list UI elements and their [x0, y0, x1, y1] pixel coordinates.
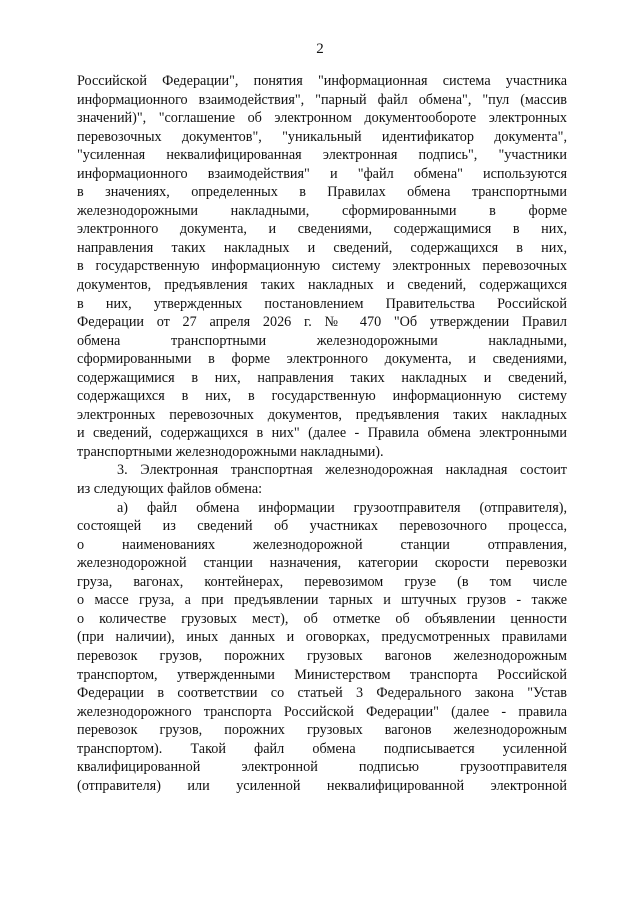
text-line: о наименованиях железнодорожной станции отправления, — [77, 536, 567, 553]
text-line: состоящей из сведений об участниках перевозочного процесса, — [77, 518, 567, 535]
paragraph-item-3 — [77, 461, 567, 498]
text-line: в значениях, определенных в Правилах обмена транспортными — [77, 184, 567, 201]
document-body — [77, 72, 567, 795]
text-line: обмена транспортными железнодорожными накладными, — [77, 332, 567, 349]
text-line: перевозок грузов, порожних грузовых вагонов железнодорожным — [77, 647, 567, 664]
text-line: электронных перевозочных документов, предъявления таких накладных — [77, 406, 567, 423]
text-line: транспортом). Такой файл обмена подписывается усиленной — [77, 740, 567, 757]
text-line: из следующих файлов обмена: — [77, 481, 263, 498]
text-line: Российской Федерации", понятия "информационная система участника — [77, 73, 567, 89]
text-line: железнодорожной станции назначения, категории скорости перевозки — [77, 555, 567, 572]
text-line: 3. Электронная транспортная железнодорожная накладная состоит — [117, 462, 567, 479]
text-line: перевозочных документов", "уникальный идентификатор документа", — [77, 128, 567, 145]
paragraph-subitem-a — [77, 499, 567, 796]
text-line: груза, вагонах, контейнерах, перевозимом грузе (в том числе — [77, 573, 567, 590]
text-line: направления таких накладных и сведений, содержащихся в них, — [77, 239, 567, 256]
text-line: и сведений, содержащихся в них" (далее - Правила обмена электронными — [77, 425, 567, 442]
text-line: в них, утвержденных постановлением Правительства Российской — [77, 295, 567, 312]
text-line: значений)", "соглашение об электронном документообороте электронных — [77, 110, 567, 127]
text-line: электронного документа, и сведениями, содержащимися в них, — [77, 221, 567, 238]
text-line: (при наличии), иных данных и оговорках, предусмотренных правилами — [77, 629, 567, 646]
text-line: Федерации от 27 апреля 2026 г. № 470 "Об утверждении Правил — [77, 314, 567, 331]
text-line: Федерации в соответствии со статьей 3 Федерального закона "Устав — [77, 685, 567, 702]
text-line: транспортными железнодорожными накладными). — [77, 443, 384, 460]
text-line: сформированными в форме электронного документа, и сведениями, — [77, 351, 567, 368]
text-line: о количестве грузовых мест), об отметке об объявлении ценности — [77, 610, 567, 627]
text-line: содержащимися в них, направления таких накладных и сведений, — [77, 369, 567, 386]
text-line: в государственную информационную систему электронных перевозочных — [77, 258, 567, 275]
text-line: (отправителя) или усиленной неквалифицированной электронной — [77, 777, 567, 794]
text-line: транспортом, утвержденными Министерством транспорта Российской — [77, 666, 567, 683]
page-number: 2 — [316, 41, 324, 57]
text-line: информационного взаимодействия" и "файл обмена" используются — [77, 165, 567, 182]
text-line: информационного взаимодействия", "парный файл обмена", "пул (массив — [77, 91, 567, 108]
text-line: о массе груза, а при предъявлении тарных и штучных грузов - также — [77, 592, 567, 609]
text-line: "усиленная неквалифицированная электронная подпись", "участники — [77, 147, 567, 164]
paragraph-definitions — [77, 72, 567, 461]
text-line: железнодорожного транспорта Российской Федерации" (далее - правила — [77, 703, 567, 720]
text-line: перевозок грузов, порожних грузовых вагонов железнодорожным — [77, 722, 567, 739]
text-line: квалифицированной электронной подписью грузоотправителя — [77, 759, 567, 776]
text-line: железнодорожными накладными, сформированными в форме — [77, 202, 567, 219]
text-line: а) файл обмена информации грузоотправителя (отправителя), — [117, 499, 567, 516]
text-line: содержащихся в них, в государственную информационную систему — [77, 388, 567, 405]
text-line: документов, предъявления таких накладных и сведений, содержащихся — [77, 277, 567, 294]
